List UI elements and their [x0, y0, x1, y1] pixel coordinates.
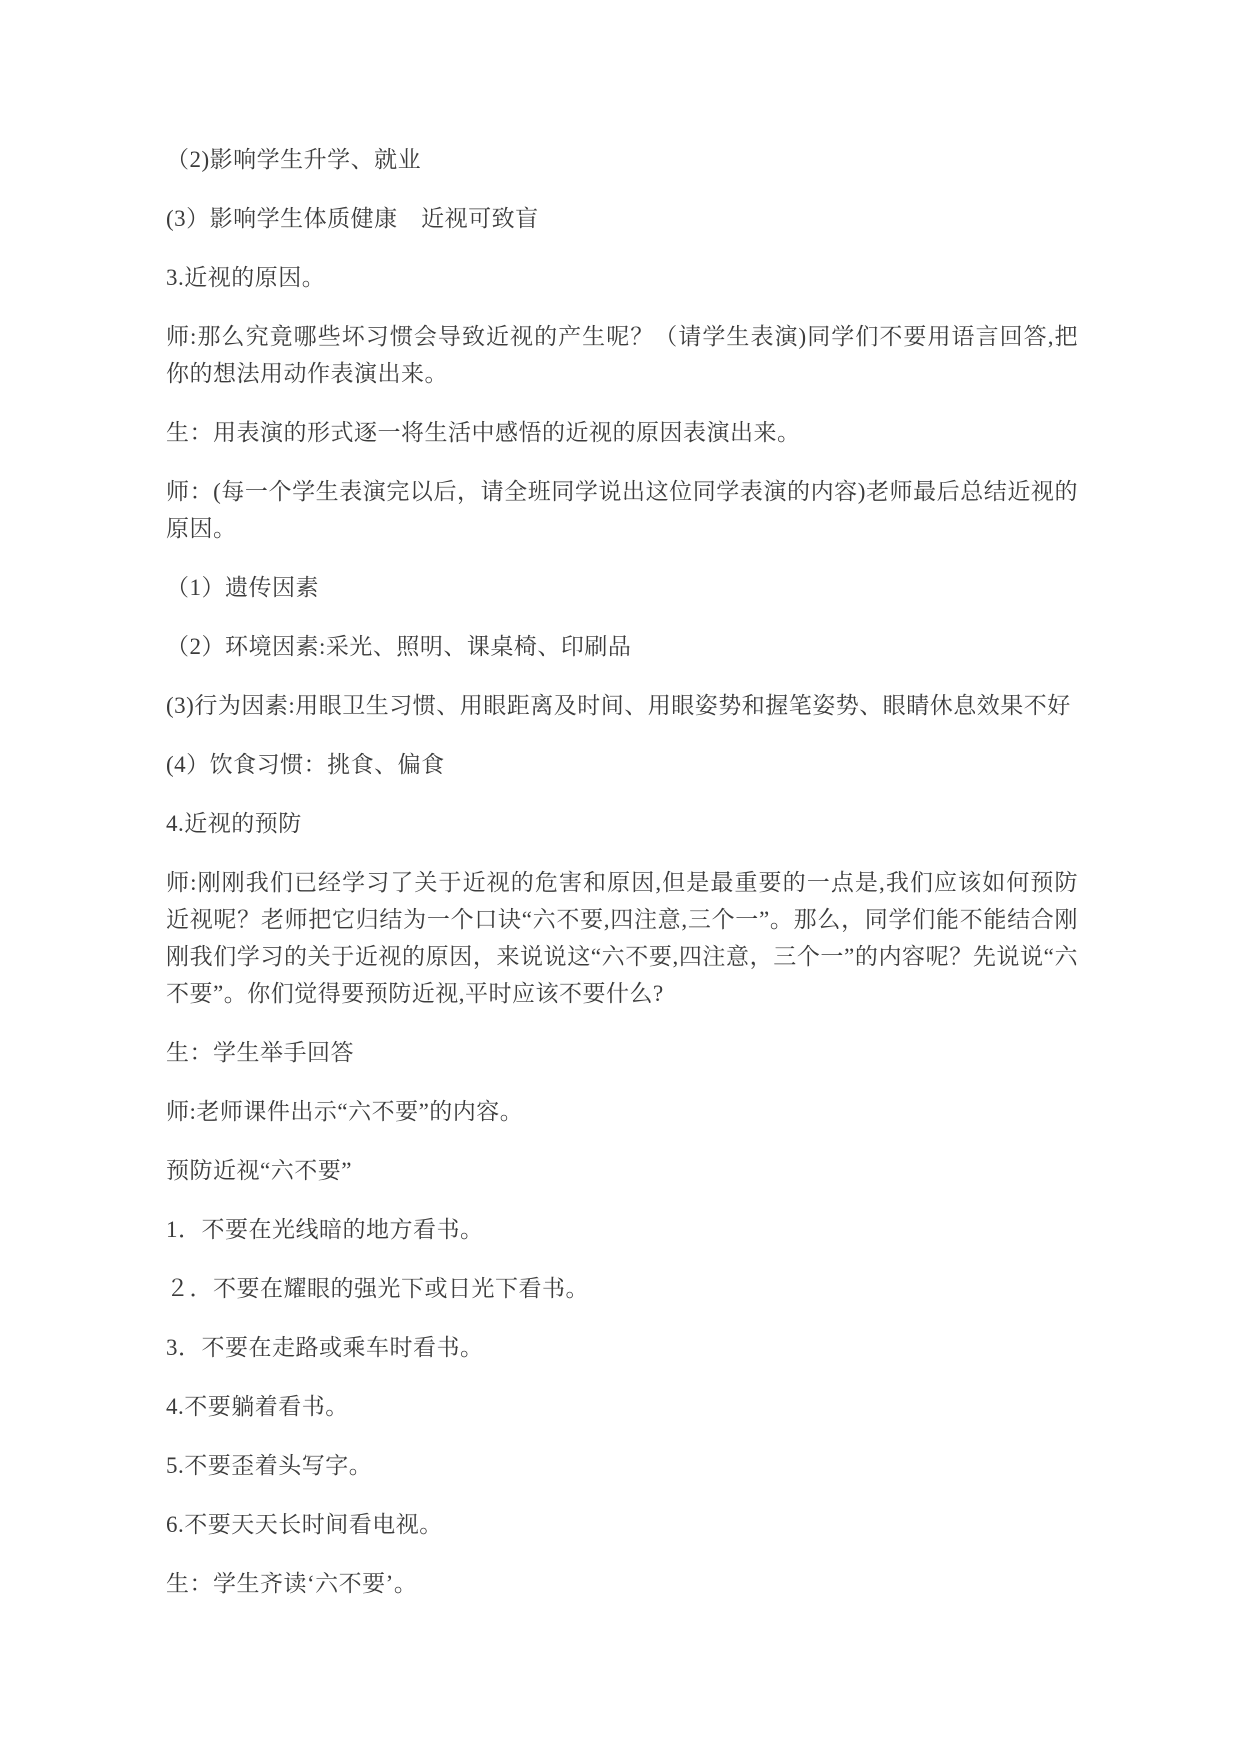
paragraph: （2）环境因素:采光、照明、课桌椅、印刷品 [166, 634, 632, 659]
paragraph: （2)影响学生升学、就业 [166, 147, 422, 172]
paragraph: 预防近视“六不要” [166, 1158, 352, 1183]
paragraph: 1．不要在光线暗的地方看书。 [166, 1217, 484, 1242]
paragraph: 生：学生齐读‘六不要’。 [166, 1571, 418, 1596]
paragraph: 师:刚刚我们已经学习了关于近视的危害和原因,但是最重要的一点是,我们应该如何预防近视呢？老师把它归结为一个口诀“六不要,四注意,三个一”。那么，同学们能不能结合刚刚我们学习的关于近视的原因，来说说这“六不要,四注意，三个一”的内容呢？先说说“六不要”。你们觉得要预防近视,平时应该不要什么? [166, 870, 1078, 1006]
paragraph: ２．不要在耀眼的强光下或日光下看书。 [166, 1276, 589, 1301]
paragraph: 4.不要躺着看书。 [166, 1394, 349, 1419]
paragraph: 3．不要在走路或乘车时看书。 [166, 1335, 484, 1360]
paragraph: 6.不要天天长时间看电视。 [166, 1512, 443, 1537]
paragraph: 5.不要歪着头写字。 [166, 1453, 373, 1478]
paragraph: 生：用表演的形式逐一将生活中感悟的近视的原因表演出来。 [166, 420, 801, 445]
paragraph: 师:那么究竟哪些坏习惯会导致近视的产生呢？（请学生表演)同学们不要用语言回答,把你的想法用动作表演出来。 [166, 324, 1078, 386]
paragraph: 3.近视的原因。 [166, 265, 326, 290]
paragraph: （1）遗传因素 [166, 575, 319, 600]
paragraph: (3）影响学生体质健康 近视可致盲 [166, 206, 539, 231]
paragraph: 师:老师课件出示“六不要”的内容。 [166, 1099, 524, 1124]
paragraph: 师：(每一个学生表演完以后，请全班同学说出这位同学表演的内容)老师最后总结近视的原因。 [166, 479, 1078, 541]
paragraph: (4）饮食习惯：挑食、偏食 [166, 752, 445, 777]
document-body [166, 141, 1078, 1602]
paragraph: (3)行为因素:用眼卫生习惯、用眼距离及时间、用眼姿势和握笔姿势、眼睛休息效果不好 [166, 693, 1071, 718]
paragraph: 4.近视的预防 [166, 811, 302, 836]
paragraph: 生：学生举手回答 [166, 1040, 354, 1065]
